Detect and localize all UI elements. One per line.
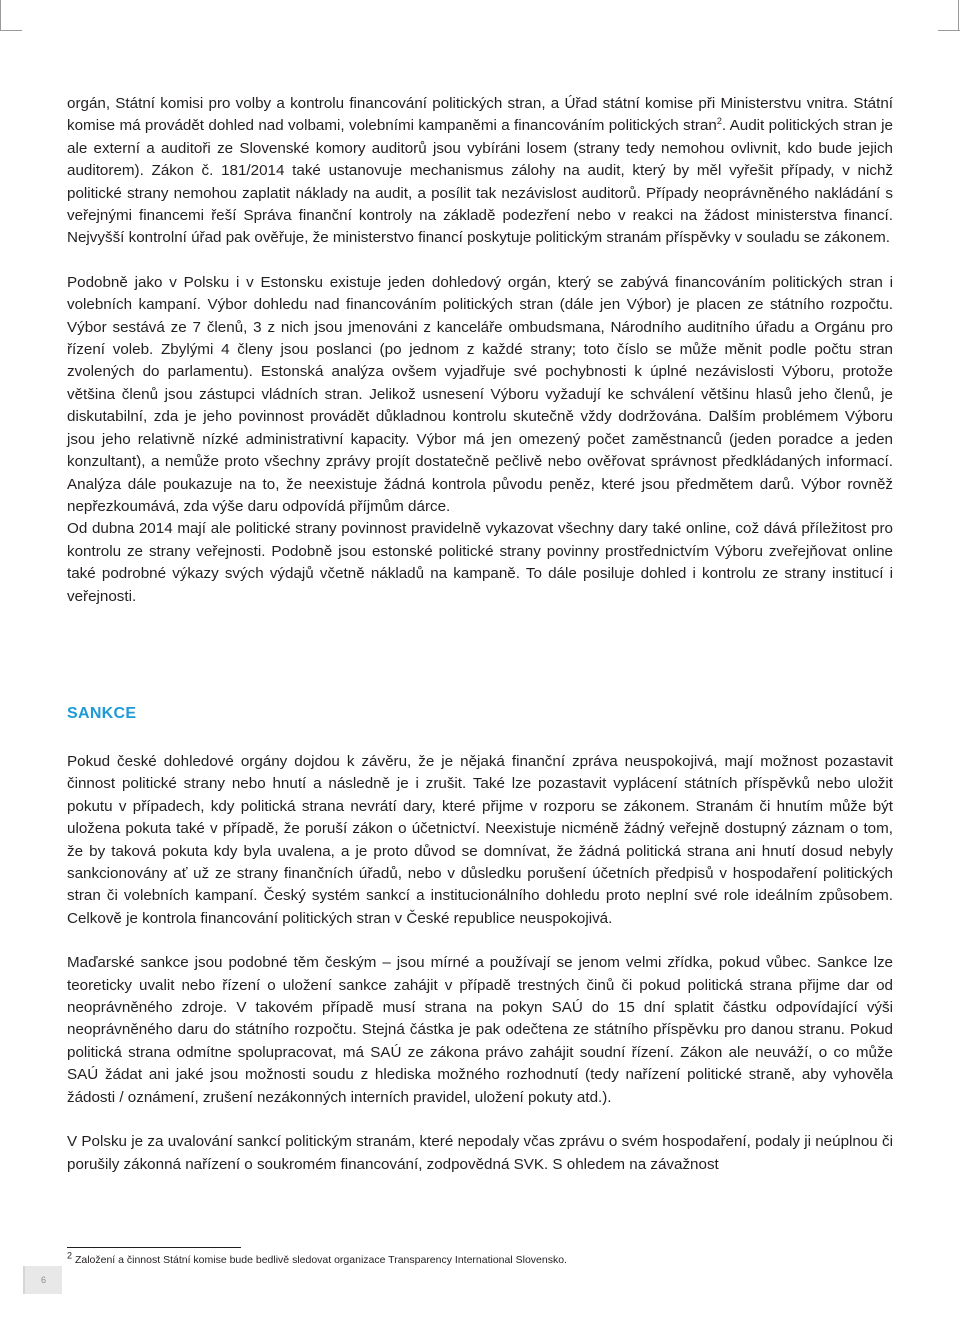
footnote-divider [67, 1247, 241, 1248]
paragraph-1-text-start: orgán, Státní komisi pro volby a kontrolu financování politických stran, a Úřad státní komise při Ministerstvu vnitra. Státní komise má provádět dohled nad volbami, volebními kampaněmi a financováním politických stran [67, 95, 893, 135]
crop-mark-top-right-vertical [958, 0, 959, 30]
footnote [67, 1250, 567, 1267]
footnote-text: Založení a činnost Státní komise bude bedlivě sledovat organizace Transparency International Slovensko. [74, 1254, 567, 1266]
page-number: 6 [40, 1275, 46, 1285]
page-number-tab [23, 1266, 62, 1294]
crop-mark-top-left-horizontal [0, 30, 22, 31]
crop-mark-top-left-vertical [0, 0, 1, 30]
paragraph-5: Maďarské sankce jsou podobné těm českým – jsou mírné a používají se jenom velmi zřídka, pokud vůbec. Sankce lze teoreticky uvalit nebo řízení o uložení sankce zahájit v případě trestných činů či pokud politická strana přijme dar od neoprávněného zdroje. V takovém případě musí strana na pokyn SAÚ do 15 dní splatit částku odpovídající výši neoprávněného daru do státního rozpočtu. Stejná částka je pak odečtena ze státního příspěvku pro danou stranu. Pokud politická strana odmítne spolupracovat, má SAÚ ze zákona právo zahájit soudní řízení. Zákon ale neuváží, o co může SAÚ žádat ani jaké jsou možnosti soudu z hlediska možného rozhodnutí (tedy nařízení politické straně, aby vyhověla žádosti / oznámení, zrušení nezákonných interních pravidel, uložení pokuty atd.). [67, 954, 893, 1106]
upper-text-block [67, 93, 893, 608]
footnote-reference[interactable]: 2 [716, 116, 722, 127]
paragraph-1 [67, 93, 893, 250]
paragraph-1-text-end: . Audit politických stran je ale externí a auditoři ze Slovenské komory auditorů jsou vybíráni losem (strany tedy nemohou ovlivnit, kdo bude jejich auditorem). Zákon č. 181/2014 také ustanovuje mechanismus zálohy na audit, který by měl vyřešit případy, v nichž politické strany nemohou zaplatit náklady na audit, a posílit tak nezávislost auditorů. Případy neoprávněného nakládání s veřejnými financemi řeší Správa finanční kontroly na základě podezření nebo v reakci na žádost ministerstva financí. Nejvyšší kontrolní úřad pak ověřuje, že ministerstvo financí poskytuje politickým stranám příspěvky v souladu se zákonem. [67, 117, 893, 247]
paragraph-6: V Polsku je za uvalování sankcí politickým stranám, které nepodaly včas zprávu o svém hospodaření, podaly ji neúplnou či porušily zákonná nařízení o soukromém financování, zodpovědná SVK. S ohledem na závažnost [67, 1133, 893, 1173]
paragraph-4: Pokud české dohledové orgány dojdou k závěru, že je nějaká finanční zpráva neuspokojivá, mají možnost pozastavit činnost politické strany nebo hnutí a následně je i zrušit. Také lze pozastavit vyplácení státních příspěvků nebo uložit pokutu v případech, kdy politická strana nevrátí dary, které přijme v rozporu se zákonem. Stranám či hnutím může být uložena pokuta také v případě, že poruší zákon o účetnictví. Neexistuje nicméně žádný veřejně dostupný záznam o tom, že by taková pokuta kdy byla uvalena, a je proto důvod se domnívat, že žádná politická strana ani hnutí dosud nebyly sankcionovány ať už ze strany finančních úřadů, nebo v důsledku porušení účetních předpisů v hospodaření politických stran či volebních kampaní. Český systém sankcí a institucionálního dohledu proto neplní své role ideálním způsobem. Celkově je kontrola financování politických stran v České republice neuspokojivá. [67, 753, 893, 927]
crop-mark-top-right-horizontal [938, 30, 960, 31]
section-heading: SANKCE [67, 705, 137, 722]
lower-text-block [67, 751, 893, 1176]
paragraph-2: Podobně jako v Polsku i v Estonsku existuje jeden dohledový orgán, který se zabývá financováním politických stran i volebních kampaní. Výbor dohledu nad financováním politických stran (dále jen Výbor) je placen ze státního rozpočtu. Výbor sestává ze 7 členů, 3 z nich jsou jmenováni z kanceláře ombudsmana, Národního auditního úřadu a Orgánu pro řízení voleb. Zbylými 4 členy jsou poslanci (po jednom z každé strany; toto číslo se může měnit podle počtu stran zvolených do parlamentu). Estonská analýza ovšem vyjadřuje své pochybnosti k úplné nezávislosti Výboru, protože většina členů jsou zástupci vládních stran. Jelikož usnesení Výboru vyžadují ke schválení většinu hlasů jeho členů, je diskutabilní, zda je jeho povinnost provádět důkladnou kontrolu skutečně vždy dodržována. Dalším problémem Výboru jsou jeho relativně nízké administrativní kapacity. Výbor má jen omezený počet zaměstnanců (jeden poradce a jeden konzultant), a nemůže proto všechny zprávy projít dostatečně pečlivě nebo ověřovat správnost předkládaných informací. Analýza dále poukazuje na to, že neexistuje žádná kontrola původu peněz, které jsou předmětem darů. Výbor rovněž nepřezkoumává, zda výše daru odpovídá příjmům dárce. [67, 273, 893, 515]
footnote-number: 2 [67, 1250, 73, 1261]
paragraph-3: Od dubna 2014 mají ale politické strany povinnost pravidelně vykazovat všechny dary také online, což dává příležitost pro kontrolu ze strany veřejnosti. Podobně jsou estonské politické strany povinny prostřednictvím Výboru zveřejňovat online také podrobné výkazy svých výdajů včetně nákladů na kampaně. To dále posiluje dohled i kontrolu ze strany institucí i veřejnosti. [67, 520, 893, 605]
